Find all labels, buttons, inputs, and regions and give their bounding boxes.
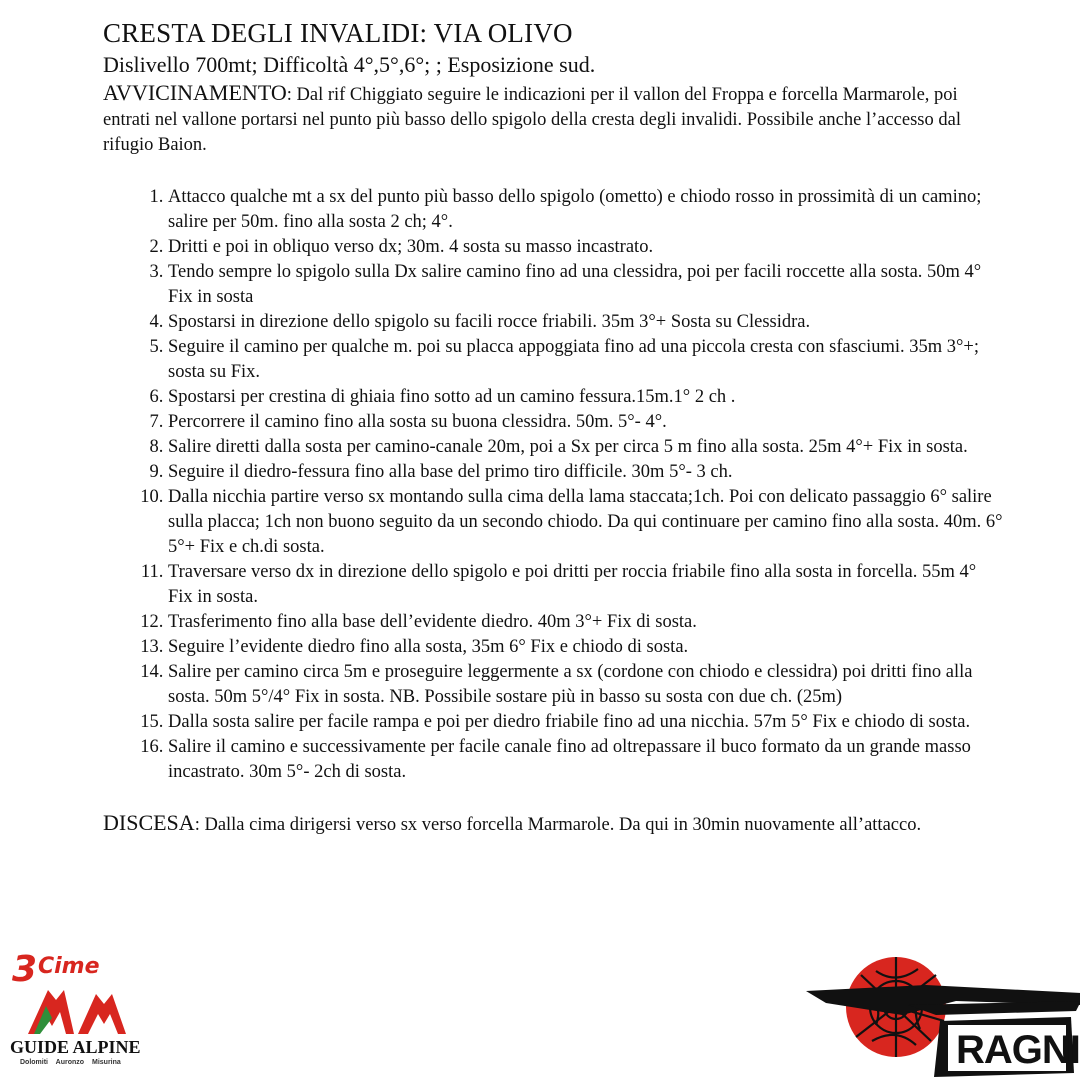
pitch-item: 3. Tendo sempre lo spigolo sulla Dx salire camino fino ad una clessidra, poi per facili roccette alla sosta. 50m 4° Fix in sosta — [168, 260, 1003, 310]
pitch-item: 4. Spostarsi in direzione dello spigolo su facili rocce friabili. 35m 3°+ Sosta su Clessidra. — [168, 310, 1003, 335]
pitch-item: 7. Percorrere il camino fino alla sosta su buona clessidra. 50m. 5°- 4°. — [168, 410, 1003, 435]
approach-text: : Dal rif Chiggiato seguire le indicazioni per il vallon del Froppa e forcella Marmarole, poi entrati nel vallone portarsi nel punto più basso dello spigolo della cresta degli invalidi. Possibile anche l’accesso dal rifugio Baion. — [103, 85, 961, 155]
pitch-list — [103, 185, 1003, 785]
logo-name: GUIDE ALPINE — [10, 1037, 141, 1057]
descent-heading: DISCESA — [103, 810, 195, 835]
descent-paragraph — [103, 810, 1003, 838]
ragni-logo — [806, 945, 1080, 1080]
logo-name: RAGNI — [956, 1028, 1080, 1072]
pitch-item: 6. Spostarsi per crestina di ghiaia fino sotto ad un camino fessura.15m.1° 2 ch . — [168, 385, 1003, 410]
mountain-peaks-icon — [22, 986, 132, 1036]
descent-text: : Dalla cima dirigersi verso sx verso forcella Marmarole. Da qui in 30min nuovamente all’attacco. — [194, 815, 922, 835]
approach-heading: AVVICINAMENTO — [103, 80, 287, 105]
logo-word: Cime — [38, 954, 100, 979]
page-title: CRESTA DEGLI INVALIDI: VIA OLIVO — [103, 18, 573, 48]
logo-places: Dolomiti Auronzo Misurina — [20, 1059, 121, 1066]
pitch-item: 11. Traversare verso dx in direzione dello spigolo e poi dritti per roccia friabile fino alla sosta in forcella. 55m 4° Fix in sosta. — [168, 560, 1003, 610]
pitch-item: 5. Seguire il camino per qualche m. poi su placca appoggiata fino ad una piccola cresta con sfasciumi. 35m 3°+; sosta su Fix. — [168, 335, 1003, 385]
document-page — [103, 16, 1003, 838]
pitch-item: 2. Dritti e poi in obliquo verso dx; 30m. 4 sosta su masso incastrato. — [168, 235, 1003, 260]
pitch-item: 15. Dalla sosta salire per facile rampa e poi per diedro friabile fino ad una nicchia. 57m 5° Fix e chiodo di sosta. — [168, 710, 1003, 735]
guide-alpine-logo — [8, 949, 141, 1070]
pitch-item: 10. Dalla nicchia partire verso sx montando sulla cima della lama staccata;1ch. Poi con delicato passaggio 6° salire sulla placca; 1ch non buono seguito da un secondo chiodo. Da qui continuare per camino fino alla sosta. 40m. 6° 5°+ Fix e ch.di sosta. — [168, 485, 1003, 560]
pitch-item: 16. Salire il camino e successivamente per facile canale fino ad oltrepassare il buco formato da un grande masso incastrato. 30m 5°- 2ch di sosta. — [168, 735, 1003, 785]
pitch-item: 1. Attacco qualche mt a sx del punto più basso dello spigolo (ometto) e chiodo rosso in prossimità di un camino; salire per 50m. fino alla sosta 2 ch; 4°. — [168, 185, 1003, 235]
pitch-item: 8. Salire diretti dalla sosta per camino-canale 20m, poi a Sx per circa 5 m fino alla sosta. 25m 4°+ Fix in sosta. — [168, 435, 1003, 460]
approach-paragraph — [103, 80, 1003, 158]
pitch-item: 13. Seguire l’evidente diedro fino alla sosta, 35m 6° Fix e chiodo di sosta. — [168, 635, 1003, 660]
pitch-item: 12. Trasferimento fino alla base dell’evidente diedro. 40m 3°+ Fix di sosta. — [168, 610, 1003, 635]
logo-number: 3 — [12, 949, 38, 990]
route-summary: Dislivello 700mt; Difficoltà 4°,5°,6°; ; Esposizione sud. — [103, 52, 596, 77]
pitch-item: 14. Salire per camino circa 5m e proseguire leggermente a sx (cordone con chiodo e clessidra) poi dritti fino alla sosta. 50m 5°/4° Fix in sosta. NB. Possibile sostare più in basso su sosta con due ch. (25m) — [168, 660, 1003, 710]
pitch-item: 9. Seguire il diedro-fessura fino alla base del primo tiro difficile. 30m 5°- 3 ch. — [168, 460, 1003, 485]
